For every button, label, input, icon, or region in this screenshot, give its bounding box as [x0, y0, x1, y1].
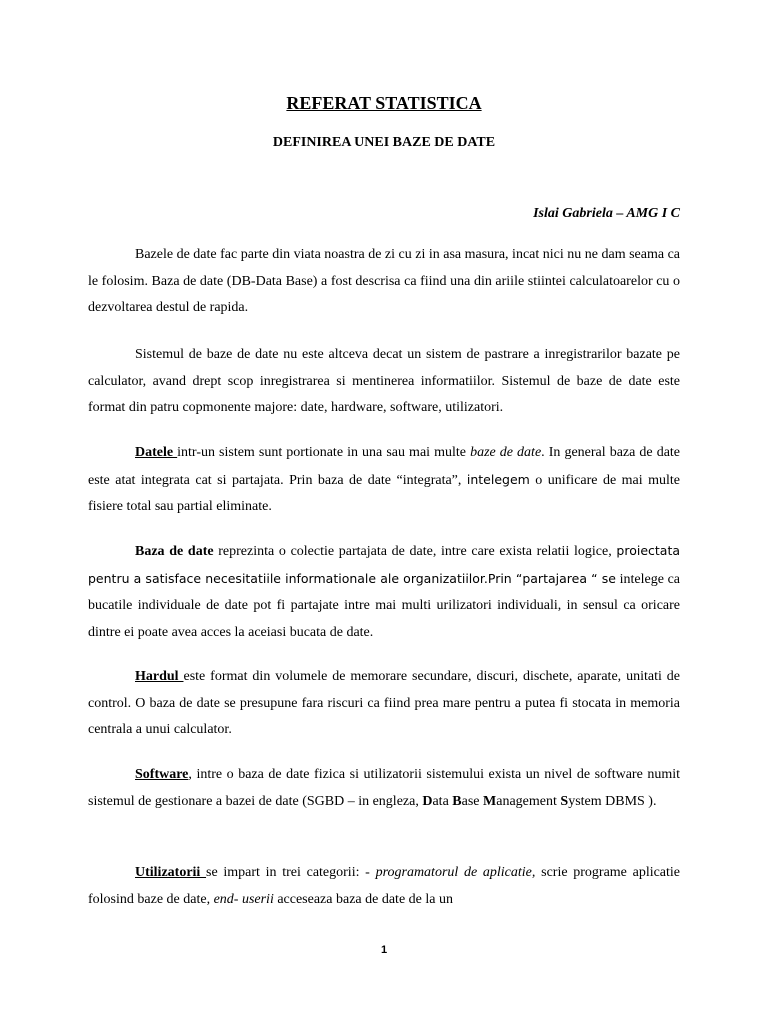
paragraph-text: anagement: [496, 793, 561, 809]
paragraph-text: acceseaza baza de date de la un: [273, 891, 453, 907]
italic-text: programatorul de aplicatie,: [375, 865, 536, 880]
term-datele: Datele: [135, 445, 178, 460]
italic-text: end- userii: [213, 891, 274, 907]
term-utilizatorii: Utilizatorii: [135, 865, 207, 880]
paragraph-text: o unificare de mai multe fisiere total sau partial eliminate.: [88, 472, 680, 514]
acronym-letter: B: [452, 793, 462, 809]
paragraph-text: intr-un sistem sunt portionate in una sau mai multe: [177, 445, 471, 460]
acronym-letter: M: [483, 793, 497, 809]
paragraph-text: ystem DBMS ).: [568, 793, 657, 809]
paragraph-text: ase: [461, 793, 484, 809]
term-hardul: Hardul: [135, 669, 184, 684]
paragraph-intro: [88, 242, 680, 322]
sans-text: proiectata pentru a satisface necesitatiile informationale ale organizatiilor.Prin “partajarea “ se: [88, 543, 681, 586]
paragraph-text: reprezinta o colectie partajata de date, intre care exista relatii logice,: [213, 544, 617, 559]
paragraph-datele: [88, 440, 680, 521]
paragraph-text: . In general baza de date este atat integrata cat si partajata. Prin baza de date “integrata”,: [88, 445, 681, 488]
paragraph-text: ata: [432, 793, 453, 809]
acronym-letter: S: [560, 793, 569, 809]
term-baza-de-date: Baza de date: [135, 544, 214, 559]
paragraph-text: Bazele de date fac parte din viata noastra de zi cu zi in asa masura, incat nici nu ne dam seama ca le folosim. Baza de date (DB-Data Base) a fost descrisa ca fiind una din ariile stiintei calculatoarelor cu o dezvoltarea destul de rapida.: [88, 247, 680, 315]
italic-text: baze de date: [470, 445, 542, 460]
document-subtitle: DEFINIREA UNEI BAZE DE DATE: [272, 135, 496, 150]
paragraph-text: este format din volumele de memorare secundare, discuri, dischete, aparate, unitati de control. O baza de date se presupune fara riscuri ca fiind prea mare pentru a putea fi stocata in memoria centrala a unui calculator.: [88, 669, 680, 737]
document-title: REFERAT STATISTICA: [286, 93, 482, 113]
paragraph-system: [88, 342, 680, 422]
page-number: 1: [380, 944, 388, 956]
sans-text: intelegem: [466, 471, 530, 487]
author-line: Islai Gabriela – AMG I C: [533, 206, 680, 221]
paragraph-text: se impart in trei categorii: -: [206, 865, 376, 880]
acronym-letter: D: [422, 793, 433, 809]
term-software: Software: [135, 767, 189, 782]
paragraph-software: [88, 762, 680, 815]
paragraph-hardul: [88, 664, 680, 744]
paragraph-text: intelege ca bucatile individuale de date pot fi partajate intre mai multi urilizatori individuali, in sensul ca oricare dintre ei poate avea acces la aceiasi bucata de date.: [88, 571, 680, 640]
paragraph-baza-de-date: [88, 538, 680, 646]
paragraph-text: Sistemul de baze de date nu este altceva decat un sistem de pastrare a inregistrarilor bazate pe calculator, avand drept scop inregistrarea si mentinerea informatiilor. Sistemul de baze de date este format din patru copmonente majore: date, hardware, software, utilizatori.: [88, 347, 680, 415]
paragraph-utilizatorii: [88, 860, 680, 913]
paragraph-text: , intre o baza de date fizica si utilizatorii sistemului exista un nivel de software numit sistemul de gestionare a bazei de date (SGBD – in engleza,: [88, 767, 680, 809]
paragraph-text: scrie programe aplicatie folosind baze de date,: [88, 865, 681, 907]
